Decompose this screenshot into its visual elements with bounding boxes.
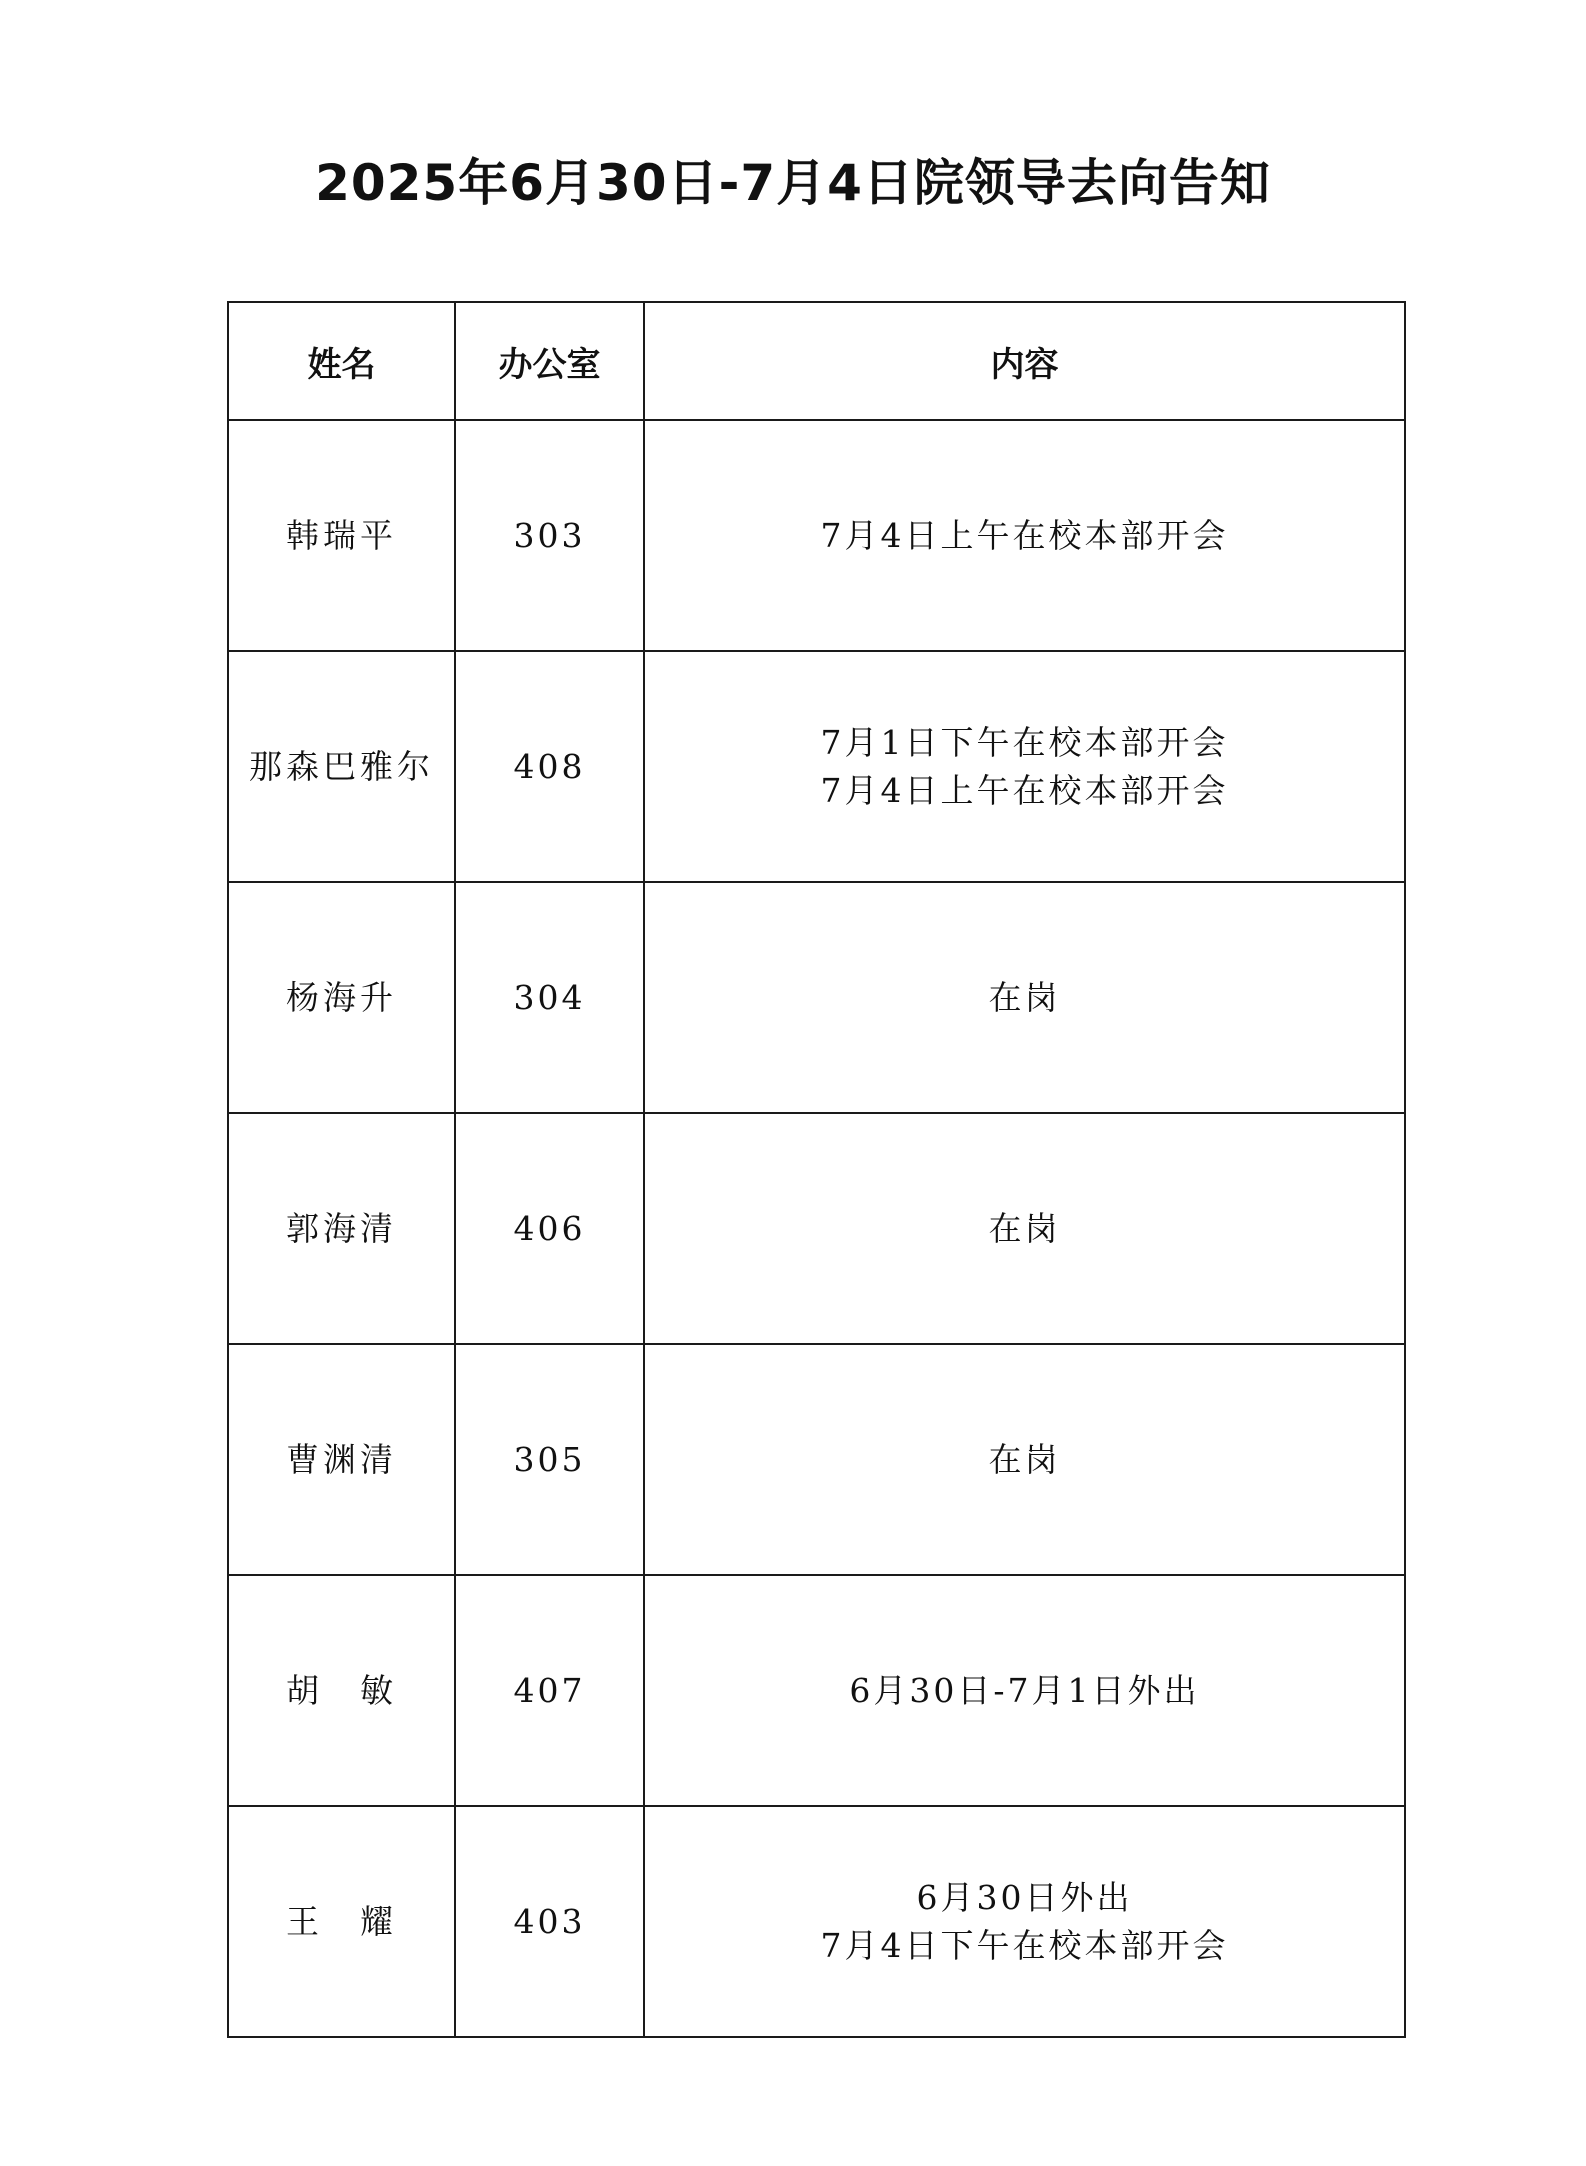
cell-name: 胡 敏	[228, 1575, 455, 1806]
header-name: 姓名	[228, 302, 455, 420]
cell-office: 406	[455, 1113, 644, 1344]
cell-name: 曹渊清	[228, 1344, 455, 1575]
content-line: 7月4日下午在校本部开会	[820, 1925, 1229, 1965]
cell-office: 304	[455, 882, 644, 1113]
cell-content	[644, 882, 1405, 1113]
cell-content	[644, 1344, 1405, 1575]
table-header-row	[228, 302, 1405, 420]
content-line: 在岗	[988, 1439, 1061, 1479]
table-row	[228, 1806, 1405, 2037]
content-line: 7月1日下午在校本部开会	[820, 722, 1229, 762]
cell-office: 407	[455, 1575, 644, 1806]
cell-office: 303	[455, 420, 644, 651]
table-row	[228, 1344, 1405, 1575]
content-line: 6月30日外出	[916, 1877, 1133, 1917]
content-line: 在岗	[988, 1208, 1061, 1248]
cell-content	[644, 651, 1405, 882]
content-line: 6月30日-7月1日外出	[849, 1670, 1200, 1710]
cell-name: 王 耀	[228, 1806, 455, 2037]
cell-content	[644, 420, 1405, 651]
cell-name: 韩瑞平	[228, 420, 455, 651]
cell-office: 305	[455, 1344, 644, 1575]
table-row	[228, 420, 1405, 651]
cell-content	[644, 1806, 1405, 2037]
content-line: 7月4日上午在校本部开会	[820, 515, 1229, 555]
table-row	[228, 651, 1405, 882]
cell-name: 郭海清	[228, 1113, 455, 1344]
table-row	[228, 1575, 1405, 1806]
cell-name: 杨海升	[228, 882, 455, 1113]
table-row	[228, 882, 1405, 1113]
content-line: 在岗	[988, 977, 1061, 1017]
cell-content	[644, 1113, 1405, 1344]
leader-schedule-table	[227, 301, 1406, 2038]
cell-office: 403	[455, 1806, 644, 2037]
header-office: 办公室	[455, 302, 644, 420]
cell-office: 408	[455, 651, 644, 882]
cell-name: 那森巴雅尔	[228, 651, 455, 882]
content-line: 7月4日上午在校本部开会	[820, 770, 1229, 810]
table-row	[228, 1113, 1405, 1344]
cell-content	[644, 1575, 1405, 1806]
header-content: 内容	[644, 302, 1405, 420]
document-title: 2025年6月30日-7月4日院领导去向告知	[315, 154, 1271, 212]
